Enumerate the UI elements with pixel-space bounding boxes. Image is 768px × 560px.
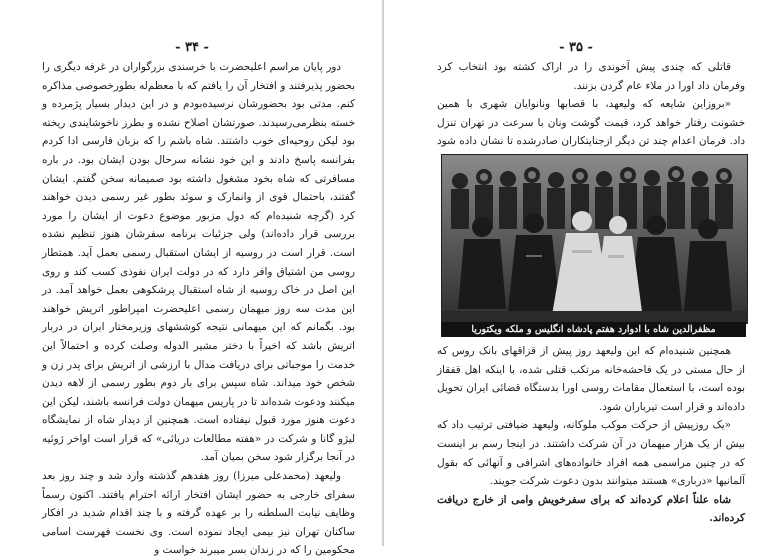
left-page-number: - ۳۴ - bbox=[175, 40, 209, 55]
left-page-body bbox=[42, 58, 355, 557]
historical-group-photo bbox=[441, 154, 748, 324]
group-photo-illustration bbox=[442, 155, 747, 323]
photo-caption: مظفرالدین شاه با ادوارد هفتم پادشاه انگلیس و ملکه ویکتوریا bbox=[441, 322, 746, 337]
right-paragraph-1: قاتلی که چندی پیش آخوندی را در اراک کشته بود انتخاب کرد وفرمان داد اورا در ملاء عام گردن بزنند. bbox=[437, 61, 745, 92]
left-paragraph-2: ولیعهد (محمدعلی میرزا) روز هفدهم گذشته وارد شد و چند روز بعد سفرای خارجی به حضور ایشان افتخار ارائه احترام یافتند. اکنون رسماً وظایف نیابت السلطنه را بر عهده گرفته و با چند اقدام شدید در افکار ساکنان تهران نیز بیمی ایجاد نموده است. وی نخست فهرست اسامی محکومین را که در زندان بسر میبرند خواست و bbox=[42, 470, 355, 557]
right-page-number: - ۳۵ - bbox=[559, 40, 593, 55]
right-page bbox=[384, 0, 768, 546]
right-page-bottom-body bbox=[437, 342, 745, 532]
left-paragraph-1: دور پایان مراسم اعلیحضرت با خرسندی بزرگواران در غرفه دیگری را بحضور پذیرفتند و افتخار آن را یافتم که با معظم‌له بطورخصوصی مذاکره کنم. مدتی بود بحضورشان نرسیده‌بودم و در این دیدار بسیار پژمرده و خسته بنظرمی‌رسیدند. صورتشان اصلاح نشده و بطرز ناخوشایندی ریخته بود لیکن روحیه‌ای خوب داشتند. شاه باشم را که بزبان فارسی ادا کردم بفرانسه پاسخ دادند و این خود نشانه سرحال بودن ایشان بود. در باره مسافرتی که شاه بخود مشغول داشته بود صمیمانه سخن گفتم. ایشان گفتند، باحتمال قوی از وانمارک و سوئد بطور غیر رسمی دیدن خواهند کرد (گرچه شنیده‌ام که دول مزبور موضوع دعوت از ایشان را مورد بررسی قرار داده‌اند) ولی جزئیات برنامه سفرشان هنوز تنظیم نشده است. قرار است در روسیه از ایشان استقبال رسمی بعمل آید. همتطار روسی من اشتیاق وافر دارد که در دولت ایران نفوذی کسب کند و روی این اصل در خاک روسیه از شاه استقبال پرشکوهی بعمل خواهد آمد. در این مدت سه روز میهمان رسمی اعلیحضرت امپراطور اتریش خواهند بود. بگمانم که این میهمانی نتیجه کوششهای وزیرمختار ایران در دربار اتریش باشد که اخیراً با دختر مشیر الدوله وصلت کرده و احتمالاً این خدمت را موجباتی برای دریافت مدال با ارزشی از اتریش برای پدر زن و شخص خود میداند. شاه سپس برای بار دوم بطور رسمی از لاهه دیدن میکنند ودعوت شده‌اند تا در پاریس میهمان دولت فرانسه باشند، لیکن این دعوت هنوز مورد قبول نیفتاده است. همچنین از دیدار شاه از نمایشگاه لیژو گانا و شرکت در «هفته مطالعات دریائی» که قرار است اواخر ژوئیه در آنجا برگزار شود سخن بمیان آمد. bbox=[42, 61, 355, 464]
right-paragraph-4: «یک روزپیش از حرکت موکب ملوکانه، ولیعهد ضیافتی ترتیب داد که بیش از یک هزار میهمان در آن شرکت داشتند. در اینجا رسم بر اینست که در چنین مراسمی همه افراد خانواده‌های اشرافی و آنهائی که بقول آلمانیها «درباری» هستند میتوانند بدون دعوت شرکت جویند. bbox=[437, 419, 745, 488]
right-paragraph-3: همچنین شنیده‌ام که این ولیعهد روز پیش از قزاقهای بانک روس که از حال مستی در یک فاحشه‌خانه مرتکب قتلی شده، با اینکه اهل قفقاز بوده است، با استعمال مقامات روسی اورا بدستگاه قضائی ایران تحویل داده‌اند و قرار است تیرباران شود. bbox=[437, 345, 745, 413]
right-paragraph-2: «بروزاین شایعه که ولیعهد، با قصابها ونانوایان شهری با همین خشونت رفتار خواهد کرد، قیمت گوشت ونان با سرعت در تهران تنزل داد. فرمان اعدام چند تن دیگر ازجنایتکاران صادرشده تا نشان داده شود bbox=[437, 98, 745, 148]
left-page bbox=[0, 0, 384, 557]
right-paragraph-5: شاه علناً اعلام کرده‌اند که برای سفرخویش وامی از خارج دریافت کرده‌اند. bbox=[437, 493, 745, 525]
right-page-top-body bbox=[437, 58, 745, 146]
